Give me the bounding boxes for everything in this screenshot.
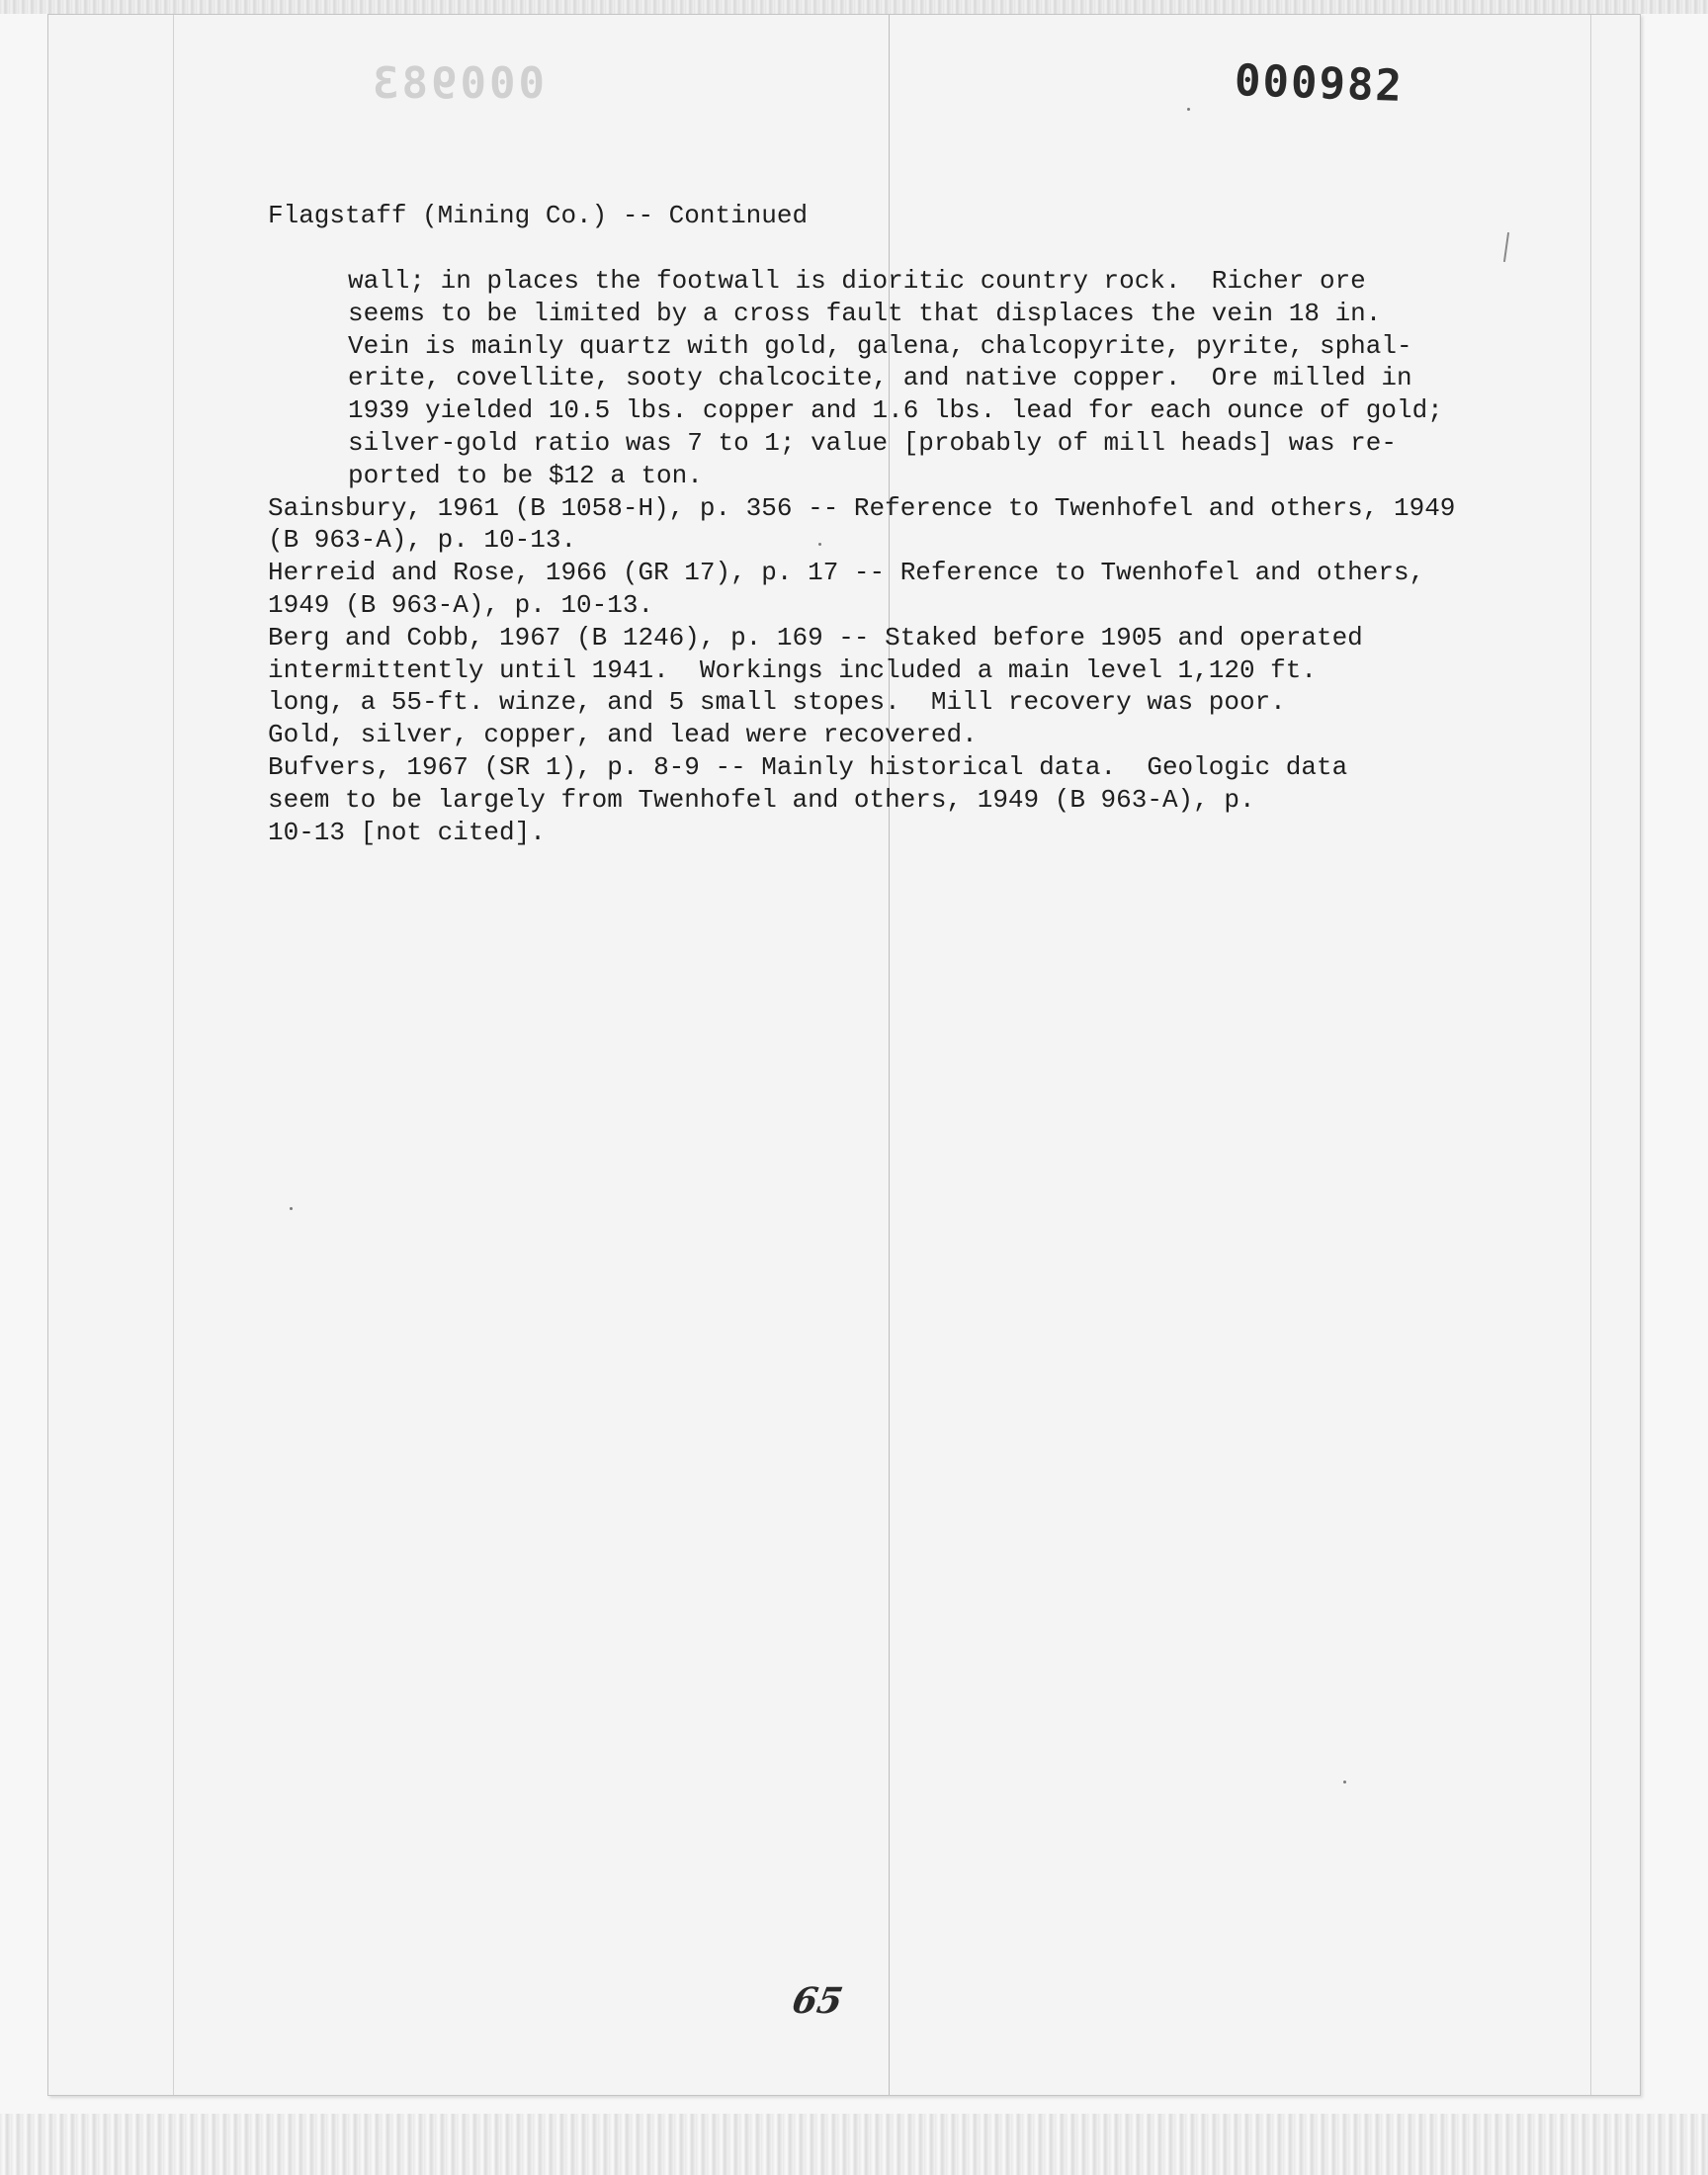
scanner-edge-bottom <box>0 2114 1708 2175</box>
scan-speck <box>1187 108 1190 111</box>
section-heading: Flagstaff (Mining Co.) -- Continued <box>268 201 809 230</box>
text-line: seem to be largely from Twenhofel and others, 1949 (B 963-A), p. <box>268 784 1255 815</box>
text-line: long, a 55-ft. winze, and 5 small stopes. Mill recovery was poor. <box>268 687 1286 718</box>
reference-entry <box>268 622 1592 751</box>
bleed-through-page-stamp: 000983 <box>370 58 545 109</box>
text-line: Gold, silver, copper, and lead were recovered. <box>268 720 978 750</box>
scanner-edge-top <box>0 0 1708 14</box>
text-line: intermittently until 1941. Workings included a main level 1,120 ft. <box>268 654 1317 685</box>
document-sheet <box>47 14 1641 2096</box>
scan-speck <box>818 543 821 546</box>
text-line: 1939 yielded 10.5 lbs. copper and 1.6 lbs. lead for each ounce of gold; <box>348 395 1443 426</box>
handwritten-page-number: 65 <box>789 1980 846 2022</box>
text-line: ported to be $12 a ton. <box>348 460 703 490</box>
page-stamp-number: 000982 <box>1234 55 1405 112</box>
reference-entry <box>268 557 1592 622</box>
continued-paragraph <box>268 265 1592 492</box>
text-line: 10-13 [not cited]. <box>268 817 546 847</box>
text-line: Vein is mainly quartz with gold, galena, chalcopyrite, pyrite, sphal- <box>348 330 1412 361</box>
text-line: (B 963-A), p. 10-13. <box>268 525 577 556</box>
reference-entry <box>268 492 1592 558</box>
text-line: wall; in places the footwall is dioritic country rock. Richer ore <box>348 266 1366 296</box>
text-line: Herreid and Rose, 1966 (GR 17), p. 17 -- Reference to Twenhofel and others, <box>268 558 1425 588</box>
text-line: Bufvers, 1967 (SR 1), p. 8-9 -- Mainly historical data. Geologic data <box>268 751 1348 782</box>
margin-mark <box>1503 232 1509 262</box>
reference-entry <box>268 751 1592 848</box>
text-line: silver-gold ratio was 7 to 1; value [probably of mill heads] was re- <box>348 427 1397 458</box>
text-line: erite, covellite, sooty chalcocite, and native copper. Ore milled in <box>348 363 1412 393</box>
text-line: Sainsbury, 1961 (B 1058-H), p. 356 -- Reference to Twenhofel and others, 1949 <box>268 492 1456 523</box>
fold-line <box>173 15 174 2095</box>
text-line: 1949 (B 963-A), p. 10-13. <box>268 589 654 620</box>
document-body <box>268 265 1592 848</box>
text-line: Berg and Cobb, 1967 (B 1246), p. 169 -- Staked before 1905 and operated <box>268 622 1363 652</box>
scan-speck <box>1343 1781 1346 1784</box>
scan-speck <box>290 1207 293 1210</box>
text-line: seems to be limited by a cross fault that displaces the vein 18 in. <box>348 298 1382 328</box>
